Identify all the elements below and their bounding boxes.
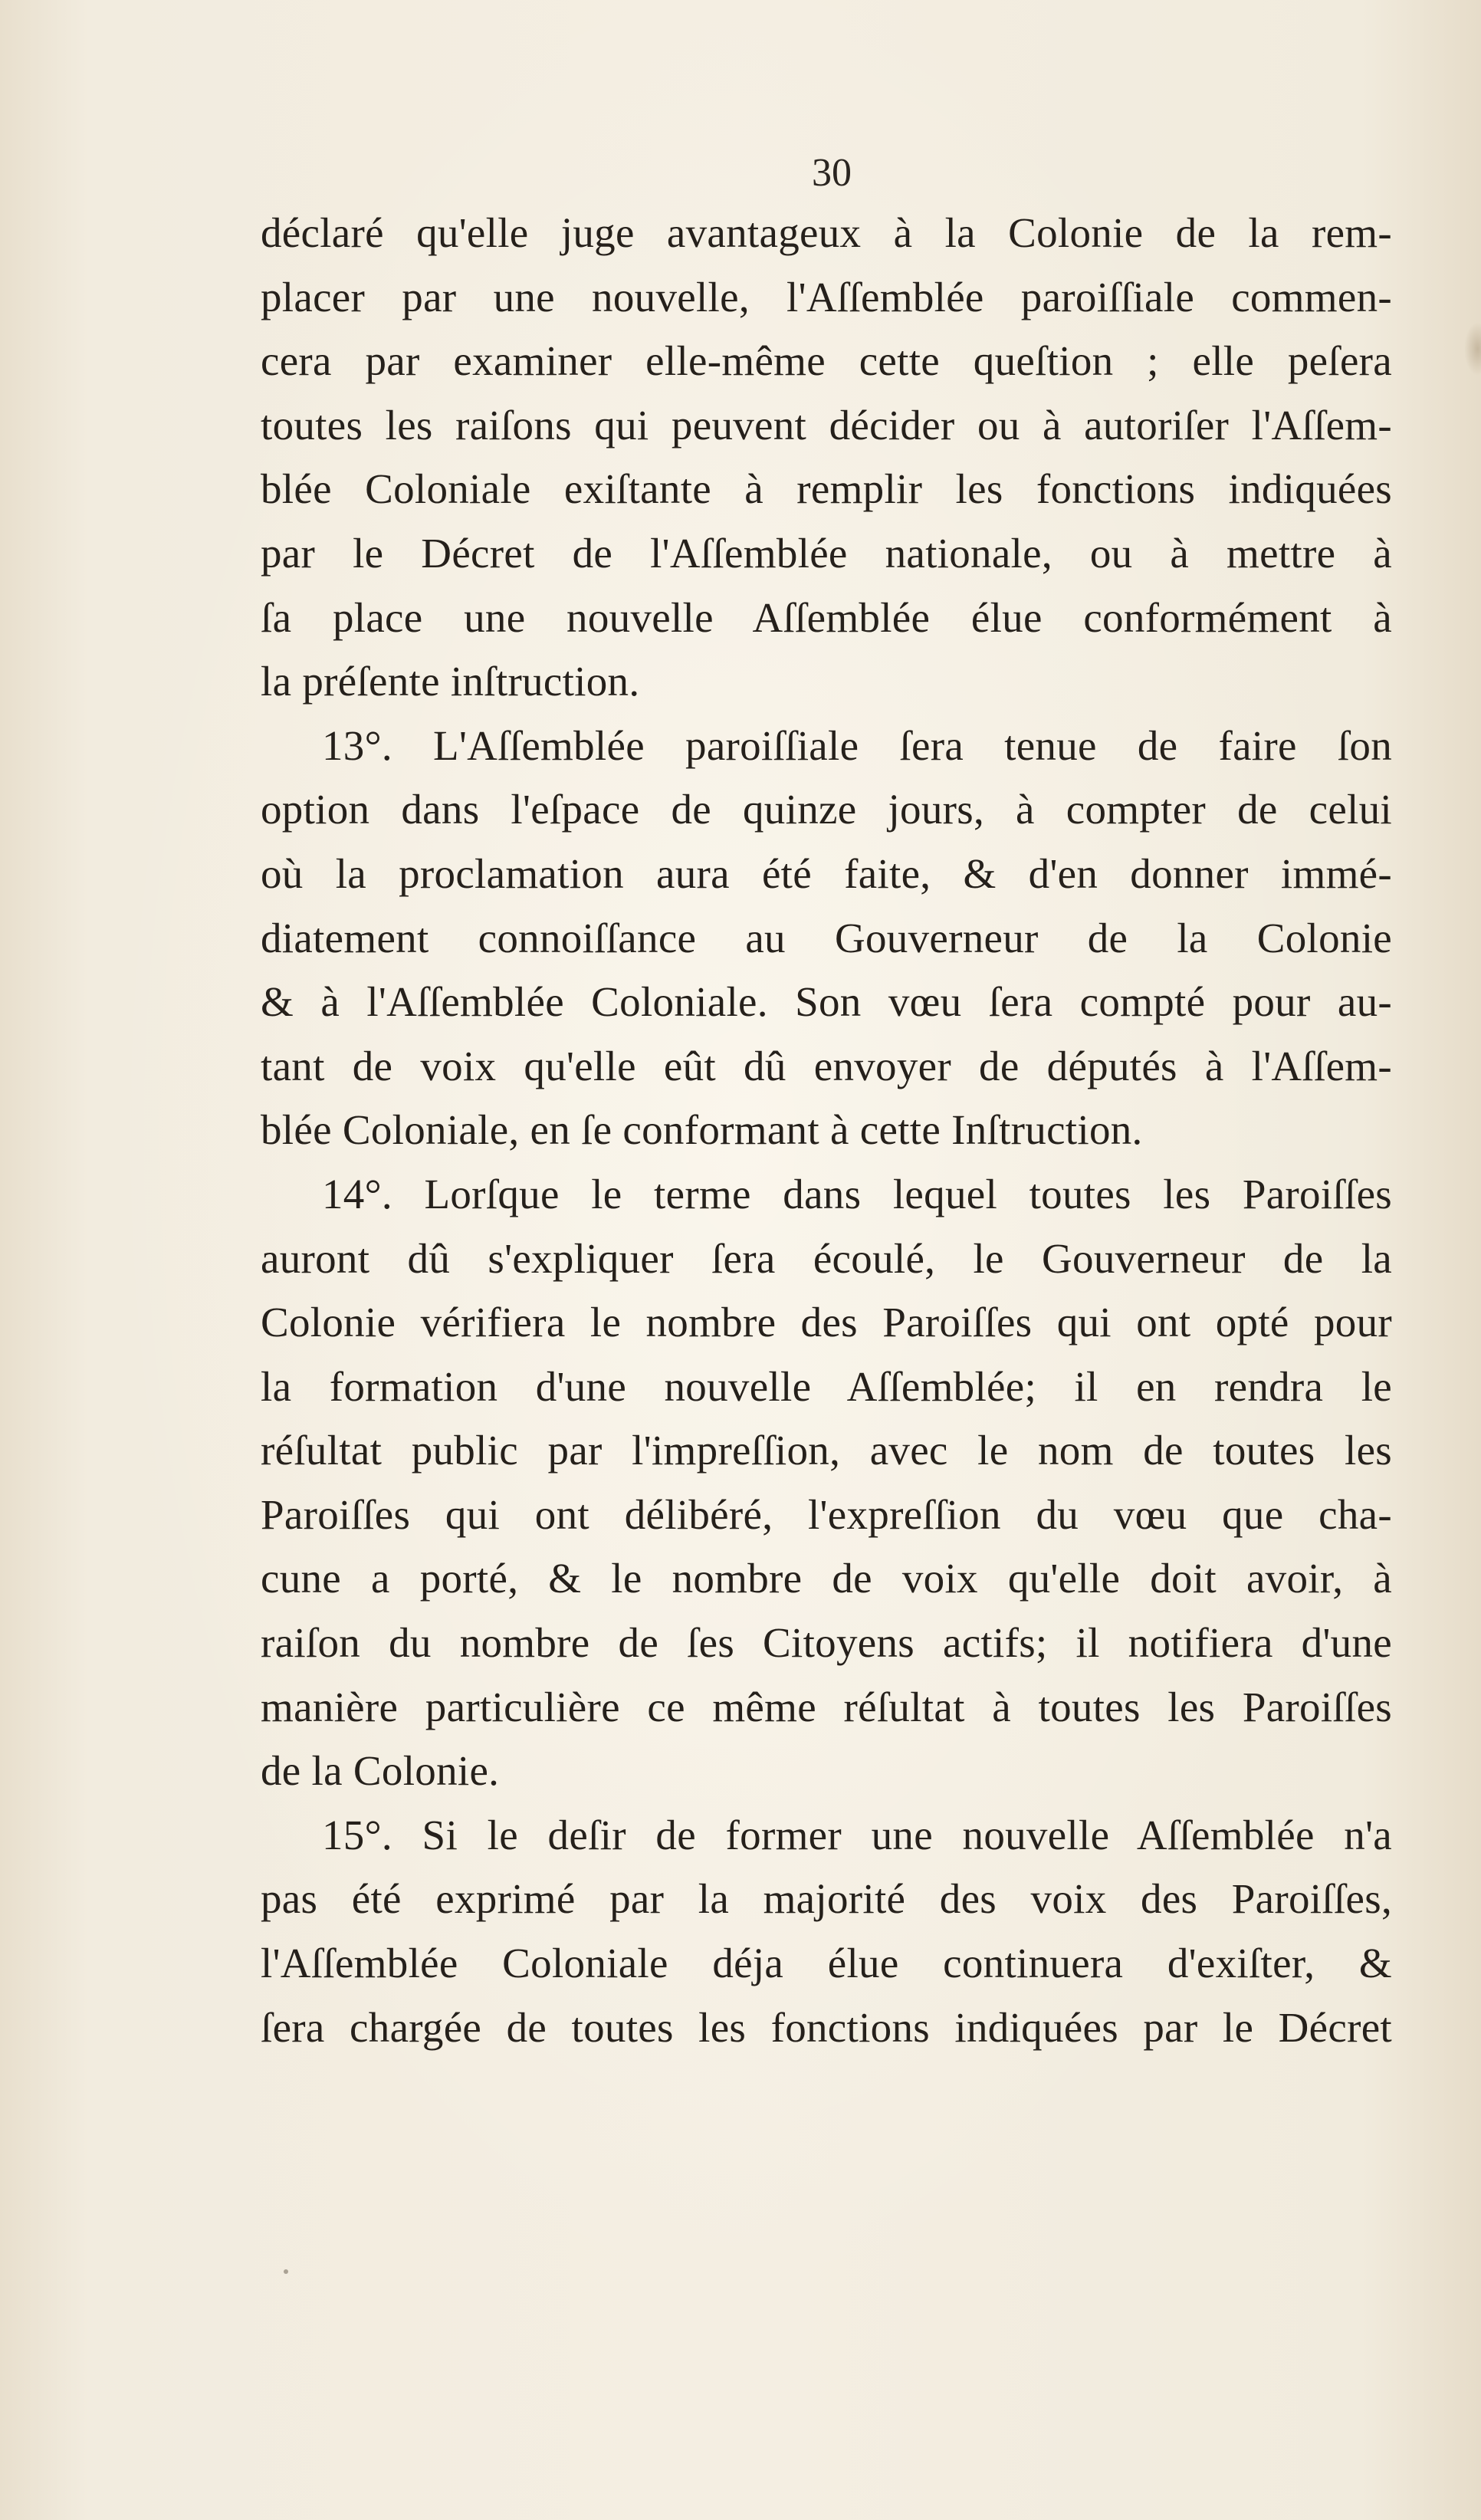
text-line: auront dû s'expliquer ſera écoulé, le Gouverneur de la xyxy=(261,1234,1392,1282)
article-15-first-line: 15°. Si le deſir de former une nouvelle Aſſemblée n'a xyxy=(322,1811,1392,1858)
text-line: & à l'Aſſemblée Coloniale. Son vœu ſera compté pour au- xyxy=(261,978,1392,1026)
text-line: réſultat public par l'impreſſion, avec le nom de toutes les xyxy=(261,1427,1392,1474)
text-line: blée Coloniale exiſtante à remplir les fonctions indiquées xyxy=(261,465,1392,513)
text-line: Paroiſſes qui ont délibéré, l'expreſſion du vœu que cha- xyxy=(261,1490,1392,1538)
article-14-first-line: 14°. Lorſque le terme dans lequel toutes les Paroiſſes xyxy=(322,1170,1392,1217)
text-line: diatement connoiſſance au Gouverneur de la Colonie xyxy=(261,914,1392,961)
text-line: blée Coloniale, en ſe conformant à cette Inſtruction. xyxy=(261,1106,1143,1154)
text-line: Colonie vérifiera le nombre des Paroiſſes qui ont opté pour xyxy=(261,1299,1392,1346)
text-line: manière particulière ce même réſultat à toutes les Paroiſſes xyxy=(261,1683,1392,1730)
article-13-first-line: 13°. L'Aſſemblée paroiſſiale ſera tenue de faire ſon xyxy=(322,721,1392,769)
text-line: cera par examiner elle-même cette queſtion ; elle peſera xyxy=(261,337,1392,385)
text-line: par le Décret de l'Aſſemblée nationale, ou à mettre à xyxy=(261,529,1392,577)
body-text xyxy=(261,201,1392,2059)
text-line: tant de voix qu'elle eût dû envoyer de députés à l'Aſſem- xyxy=(261,1042,1392,1089)
text-line: option dans l'eſpace de quinze jours, à compter de celui xyxy=(261,786,1392,833)
text-line: ſa place une nouvelle Aſſemblée élue conformément à xyxy=(261,593,1392,641)
text-line: ſera chargée de toutes les fonctions indiquées par le Décret xyxy=(261,2003,1392,2051)
text-line: toutes les raiſons qui peuvent décider ou à autoriſer l'Aſſem- xyxy=(261,401,1392,448)
paper-stain xyxy=(1464,322,1481,376)
text-line: où la proclamation aura été faite, & d'en donner immé- xyxy=(261,849,1392,897)
text-line: cune a porté, & le nombre de voix qu'elle doit avoir, à xyxy=(261,1555,1392,1602)
text-line: de la Colonie. xyxy=(261,1747,500,1795)
text-line: la préſente inſtruction. xyxy=(261,658,640,705)
text-line: déclaré qu'elle juge avantageux à la Colonie de la rem- xyxy=(261,209,1392,256)
text-line: la formation d'une nouvelle Aſſemblée; il en rendra le xyxy=(261,1362,1392,1410)
text-line: pas été exprimé par la majorité des voix des Paroiſſes, xyxy=(261,1875,1392,1923)
text-line: placer par une nouvelle, l'Aſſemblée paroiſſiale commen- xyxy=(261,273,1392,320)
text-line: raiſon du nombre de ſes Citoyens actifs; il notifiera d'une xyxy=(261,1619,1392,1667)
page-number: 30 xyxy=(812,151,852,195)
ink-speck xyxy=(284,2269,288,2274)
text-line: l'Aſſemblée Coloniale déja élue continuera d'exiſter, & xyxy=(261,1940,1392,1987)
